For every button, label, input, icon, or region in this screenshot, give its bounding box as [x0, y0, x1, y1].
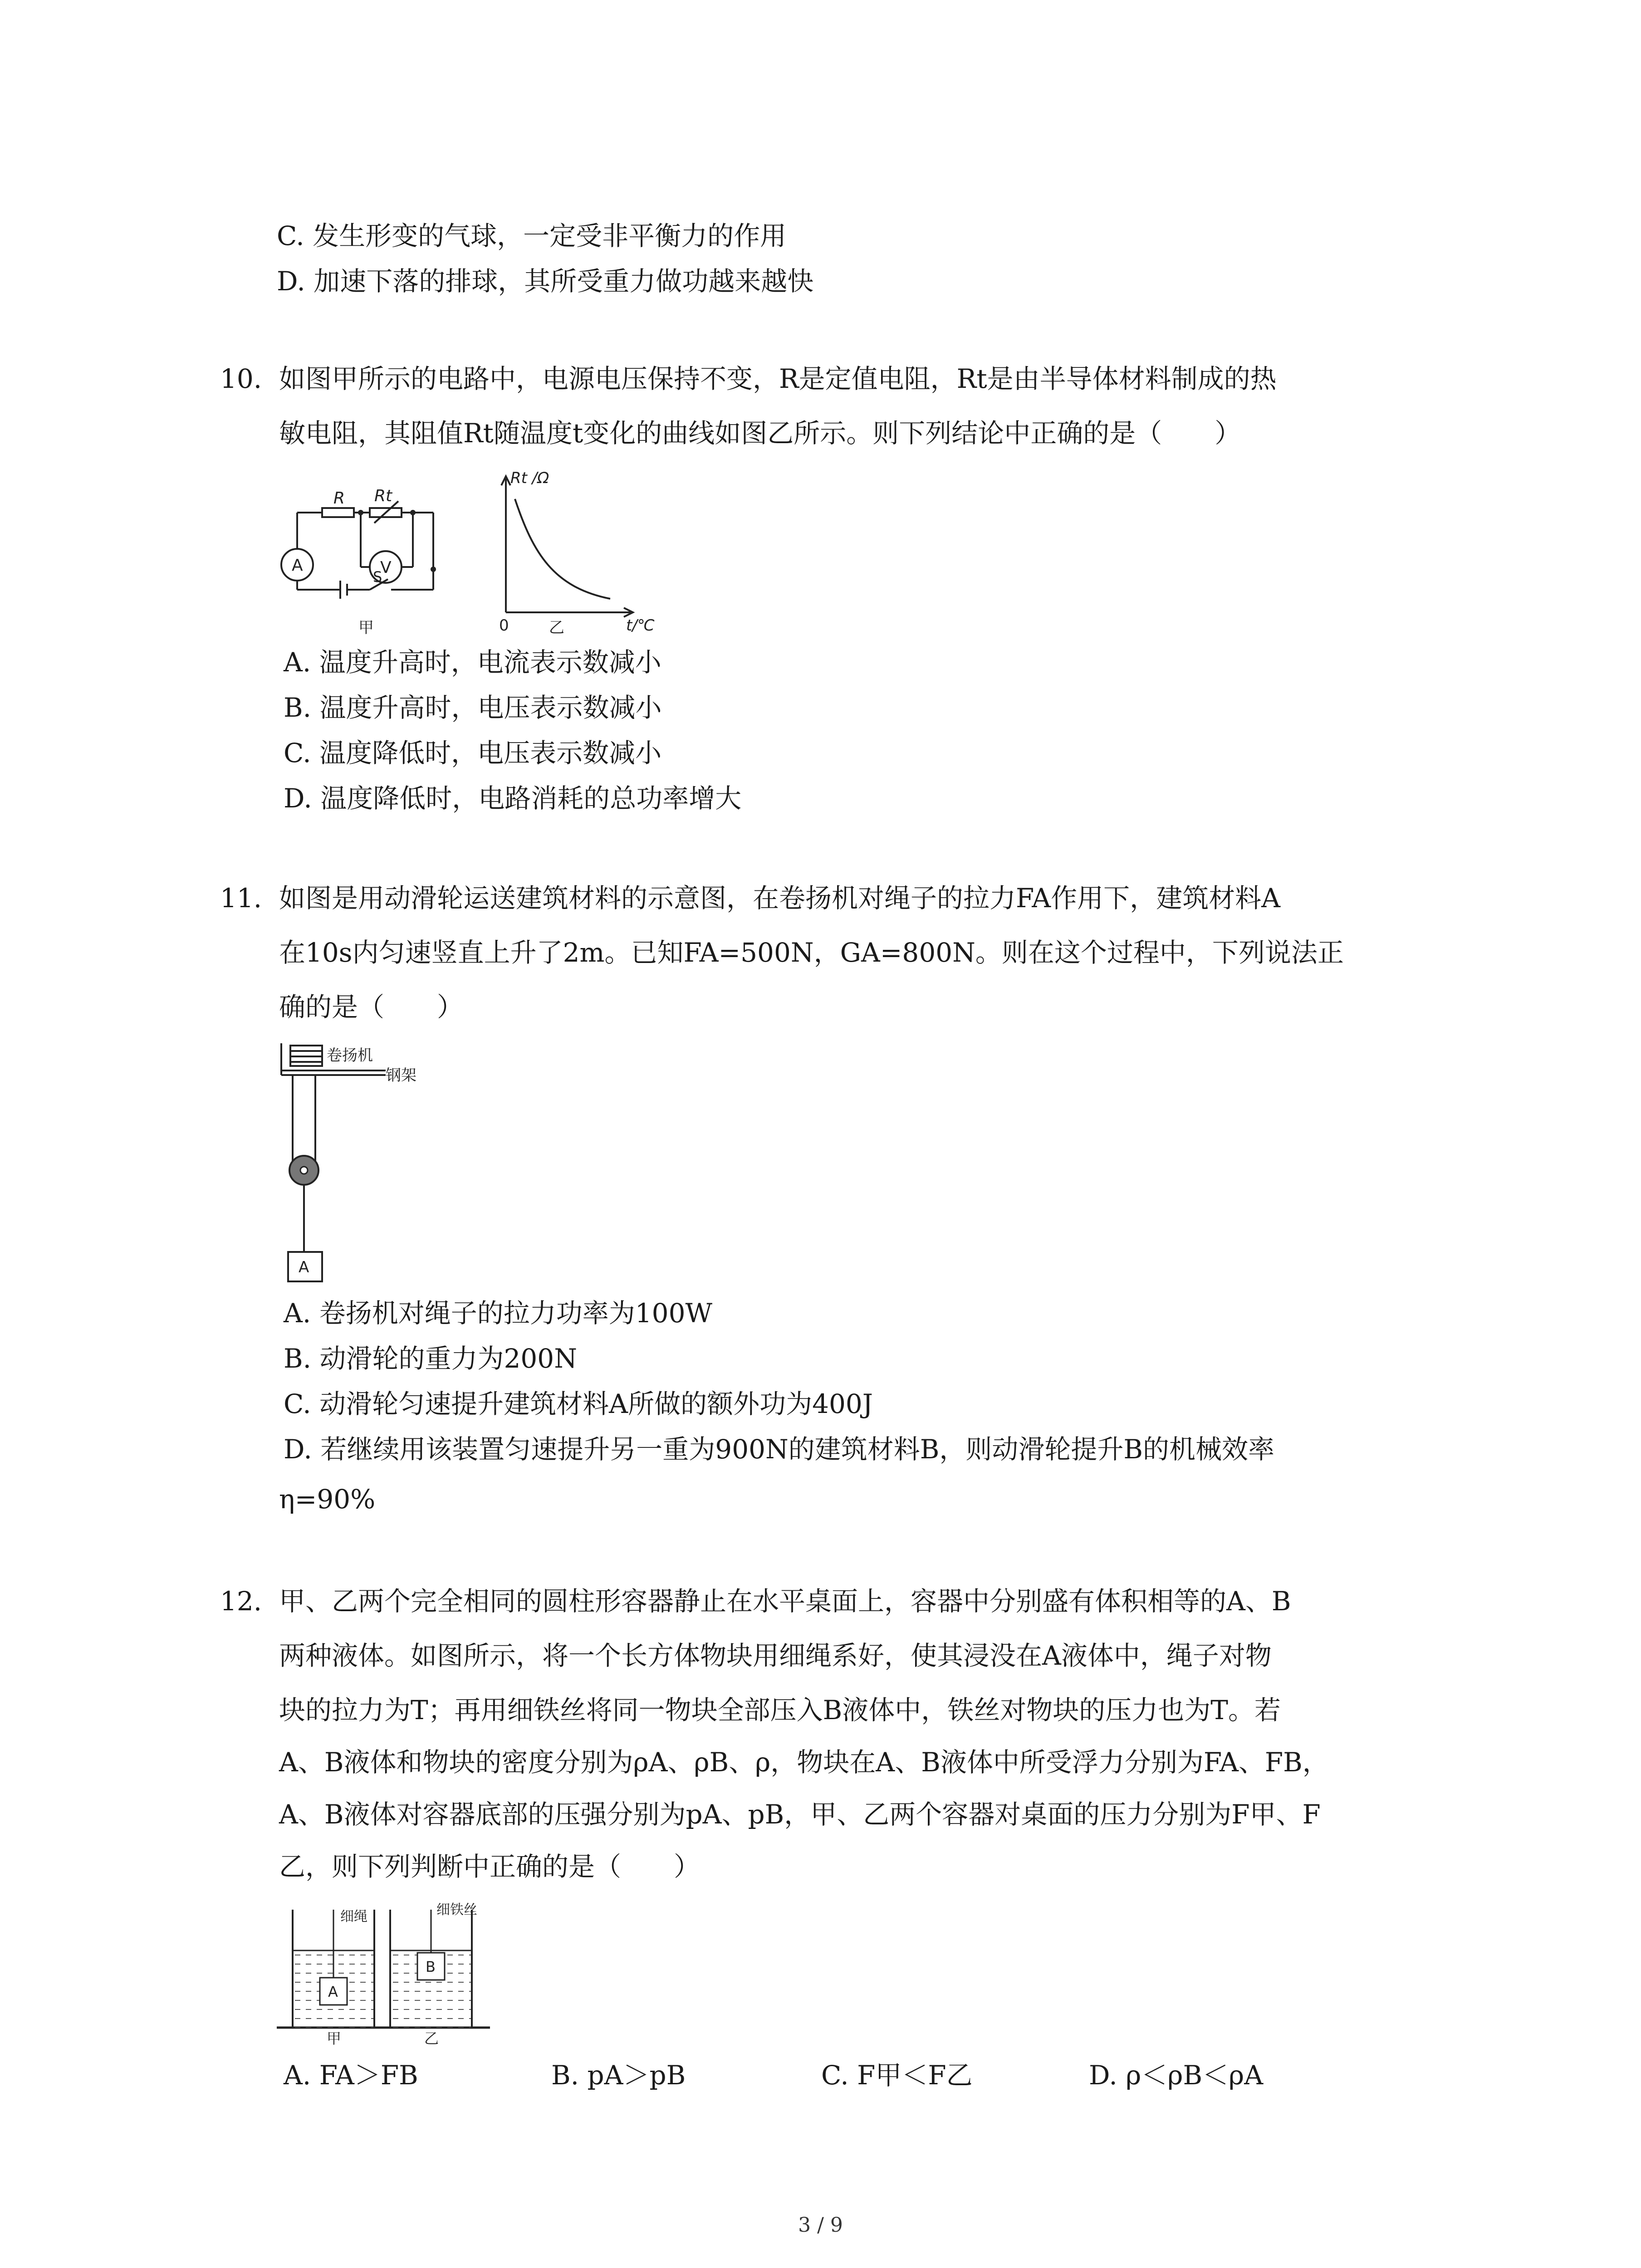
q10-stem-line2: 敏电阻，其阻值Rt随温度t变化的曲线如图乙所示。则下列结论中正确的是（ ）	[279, 418, 1241, 449]
q12-fig-yi-caption: 乙	[424, 2030, 439, 2046]
q11-stem-line3: 确的是（ ）	[279, 992, 464, 1022]
q12-containers-diagram	[272, 1896, 499, 2046]
q11-winch-label: 卷扬机	[327, 1046, 373, 1065]
q10-graph-origin: 0	[499, 616, 509, 635]
q10-circuit-diagram	[272, 483, 454, 640]
q11-option-b: B. 动滑轮的重力为200N	[284, 1343, 577, 1374]
q12-option-d: D. ρ＜ρB＜ρA	[1089, 2060, 1264, 2091]
q10-option-c: C. 温度降低时，电压表示数减小	[284, 738, 662, 768]
q10-option-d: D. 温度降低时，电路消耗的总功率增大	[284, 783, 742, 814]
q12-option-b: B. pA＞pB	[551, 2060, 686, 2091]
q12-number: 12.	[220, 1586, 262, 1617]
q10-stem-line1: 如图甲所示的电路中，电源电压保持不变，R是定值电阻，Rt是由半导体材料制成的热	[279, 363, 1277, 394]
q12-rope-label: 细绳	[340, 1909, 367, 1925]
q10-graph-x-axis: t/℃	[626, 616, 655, 635]
page-number: 3 / 9	[798, 2214, 843, 2237]
q12-stem-line4: A、B液体和物块的密度分别为ρA、ρB、ρ，物块在A、B液体中所受浮力分别为FA、FB，	[279, 1747, 1329, 1778]
q12-block-b-label: B	[426, 1958, 436, 1975]
q10-thermistor-label: Rt	[374, 487, 392, 505]
q12-stem-line5: A、B液体对容器底部的压强分别为pA、pB，甲、乙两个容器对桌面的压力分别为F甲、F	[279, 1799, 1321, 1830]
q12-fig-jia-caption: 甲	[327, 2030, 342, 2046]
q10-fig-yi-caption: 乙	[549, 619, 564, 635]
q11-option-d-line1: D. 若继续用该装置匀速提升另一重为900N的建筑材料B，则动滑轮提升B的机械效率	[284, 1434, 1275, 1465]
q12-wire-label: 细铁丝	[436, 1902, 477, 1918]
q10-switch-label: S	[373, 568, 382, 586]
q10-number: 10.	[220, 363, 262, 394]
q10-voltmeter-label: V	[380, 558, 392, 577]
q11-stem-line1: 如图是用动滑轮运送建筑材料的示意图，在卷扬机对绳子的拉力FA作用下，建筑材料A	[279, 883, 1280, 914]
q10-graph-y-axis: Rt /Ω	[510, 469, 549, 487]
q10-ammeter-label: A	[292, 556, 303, 575]
q11-pulley-diagram	[272, 1039, 454, 1302]
q12-stem-line3: 块的拉力为T；再用细铁丝将同一物块全部压入B液体中，铁丝对物块的压力也为T。若	[279, 1695, 1281, 1725]
q12-stem-line1: 甲、乙两个完全相同的圆柱形容器静止在水平桌面上，容器中分别盛有体积相等的A、B	[279, 1586, 1291, 1617]
q12-option-a: A. FA＞FB	[284, 2060, 418, 2091]
q12-block-a-label: A	[328, 1983, 338, 2000]
q9-option-c: C. 发生形变的气球，一定受非平衡力的作用	[277, 220, 787, 251]
q10-resistor-label: R	[333, 489, 345, 508]
q12-option-c: C. F甲＜F乙	[821, 2060, 973, 2091]
q11-frame-label: 钢架	[386, 1066, 416, 1085]
q12-stem-line6: 乙，则下列判断中正确的是（ ）	[279, 1851, 700, 1882]
q11-block-label: A	[299, 1258, 309, 1276]
q10-option-a: A. 温度升高时，电流表示数减小	[284, 647, 661, 678]
q10-rt-temperature-graph	[490, 467, 671, 635]
q12-stem-line2: 两种液体。如图所示，将一个长方体物块用细绳系好，使其浸没在A液体中，绳子对物	[279, 1640, 1272, 1671]
q11-number: 11.	[220, 883, 262, 914]
q11-option-a: A. 卷扬机对绳子的拉力功率为100W	[284, 1298, 713, 1329]
q9-option-d: D. 加速下落的排球，其所受重力做功越来越快	[277, 266, 814, 297]
q10-fig-jia-caption: 甲	[358, 619, 374, 637]
q11-option-d-line2: η=90%	[279, 1484, 376, 1515]
q11-option-c: C. 动滑轮匀速提升建筑材料A所做的额外功为400J	[284, 1388, 873, 1419]
q11-stem-line2: 在10s内匀速竖直上升了2m。已知FA=500N，GA=800N。则在这个过程中，下列说法正	[279, 937, 1344, 968]
q10-option-b: B. 温度升高时，电压表示数减小	[284, 692, 662, 723]
